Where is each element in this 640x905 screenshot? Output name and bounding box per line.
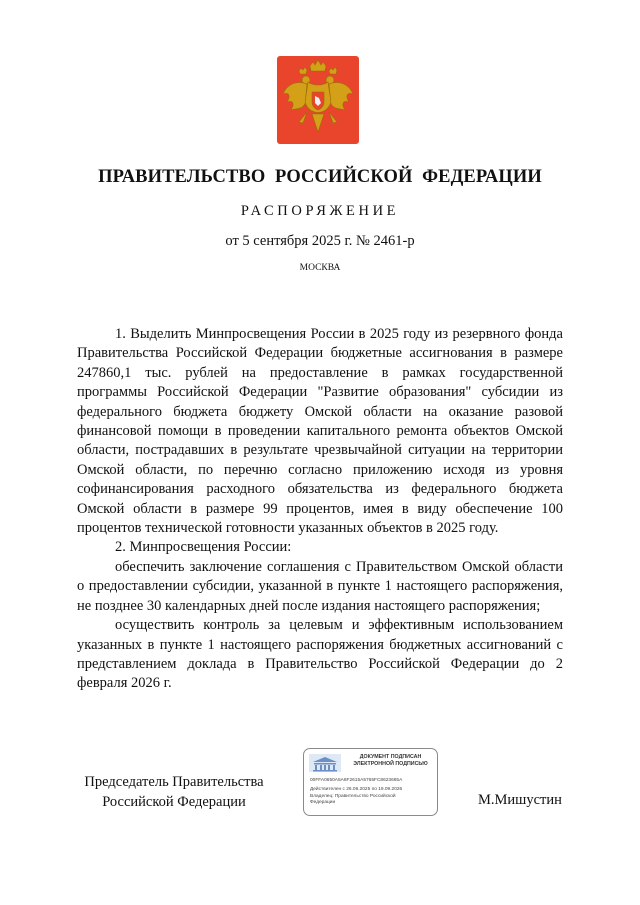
signatory-position-line-1: Председатель Правительства: [84, 774, 264, 790]
stamp-title: [344, 754, 437, 768]
stamp-certificate: 00FFA0650A5A8F2615A5765FC8623665A: [310, 778, 403, 783]
signatory-position-line-2: Российской Федерации: [102, 793, 246, 810]
electronic-signature-stamp: [303, 748, 438, 816]
paragraph-4: осуществить контроль за целевым и эффективным использованием указанных в пункте 1 настоящего распоряжения бюджетных ассигнований с представлением доклада в Правительство Российской Федерации до 2 февраля 2026 г.: [77, 617, 563, 692]
coat-of-arms-emblem: [277, 56, 359, 144]
document-city: МОСКВА: [299, 263, 341, 273]
document-date-number: от 5 сентября 2025 г. № 2461-р: [225, 233, 415, 249]
stamp-validity: Действителен с 26.06.2025 по 19.09.2026: [310, 787, 403, 792]
stamp-title-line-2: ЭЛЕКТРОННОЙ ПОДПИСЬЮ: [353, 761, 428, 767]
stamp-owner-line-1: Владелец: Правительство Российской: [310, 794, 396, 799]
signatory-name: М.Мишустин: [478, 792, 562, 808]
document-type: РАСПОРЯЖЕНИЕ: [240, 203, 400, 219]
stamp-owner-line-2: Федерации: [310, 800, 336, 805]
building-icon: [309, 754, 341, 772]
signatory-position: [79, 773, 269, 812]
paragraph-2: 2. Минпросвещения России:: [115, 539, 292, 556]
stamp-title-line-1: ДОКУМЕНТ ПОДПИСАН: [359, 754, 422, 760]
paragraph-1: 1. Выделить Минпросвещения России в 2025 году из резервного фонда Правительства Российской Федерации бюджетные ассигнования в размере 247860,1 тыс. рублей на предоставление в рамках государственной программы Российской Федерации "Развитие образования" субсидии из федерального бюджета бюджету Омской области на оказание разовой финансовой помощи в проведении капитального ремонта объектов Омской области, пострадавших в результате чрезвычайной ситуации на территории Омской области, по перечню согласно приложению исходя из уровня софинансирования расходного обязательства из федерального бюджета Омской области в размере 99 процентов, имея в виду обеспечение 100 процентов технической готовности указанных объектов в 2025 году.: [77, 326, 563, 537]
document-body: [77, 325, 563, 694]
government-title: ПРАВИТЕЛЬСТВО РОССИЙСКОЙ ФЕДЕРАЦИИ: [98, 167, 542, 187]
paragraph-3: обеспечить заключение соглашения с Правительством Омской области о предоставлении субсидии, указанной в пункте 1 настоящего распоряжения, не позднее 30 календарных дней после издания настоящего распоряжения;: [77, 558, 563, 614]
